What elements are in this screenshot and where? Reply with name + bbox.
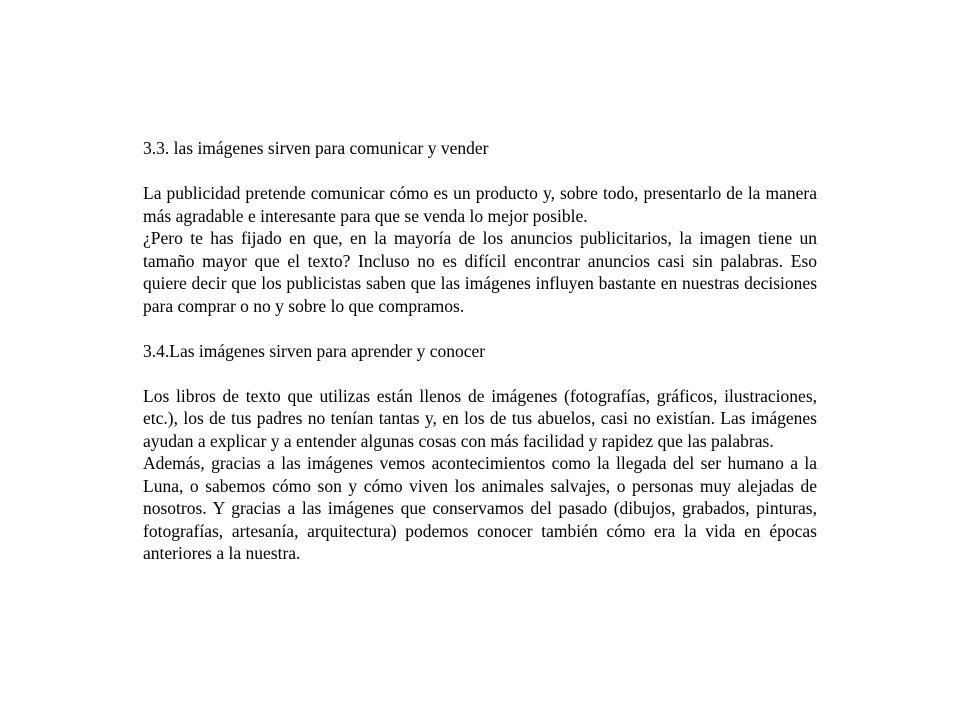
paragraph-advertising-images: ¿Pero te has fijado en que, en la mayoría de los anuncios publicitarios, la imagen tiene un tamaño mayor que el texto? Incluso no es difícil encontrar anuncios casi sin palabras. Eso quiere decir que los publicistas saben que las imágenes influyen bastante en nuestras decisiones para comprar o no y sobre lo que compramos.: [143, 228, 817, 316]
spacer: [143, 362, 817, 385]
paragraph-events-images: Además, gracias a las imágenes vemos acontecimientos como la llegada del ser humano a la Luna, o sabemos cómo son y cómo viven los animales salvajes, o personas muy alejadas de nosotros. Y gracias a las imágenes que conservamos del pasado (dibujos, grabados, pinturas, fotografías, artesanía, arquitectura) podemos conocer también cómo era la vida en épocas anteriores a la nuestra.: [143, 453, 817, 563]
spacer: [143, 160, 817, 183]
section-gap: [143, 317, 817, 340]
document-page: [143, 137, 817, 565]
section-heading-3-3: 3.3. las imágenes sirven para comunicar y vender: [143, 138, 489, 158]
paragraph-advertising-purpose: La publicidad pretende comunicar cómo es un producto y, sobre todo, presentarlo de la manera más agradable e interesante para que se venda lo mejor posible.: [143, 183, 817, 226]
section-heading-3-4: 3.4.Las imágenes sirven para aprender y conocer: [143, 340, 486, 361]
paragraph-textbooks-images: Los libros de texto que utilizas están llenos de imágenes (fotografías, gráficos, ilustraciones, etc.), los de tus padres no tenían tantas y, en los de tus abuelos, casi no existían. Las imágenes ayudan a explicar y a entender algunas cosas con más facilidad y rapidez que las palabras.: [143, 385, 817, 451]
